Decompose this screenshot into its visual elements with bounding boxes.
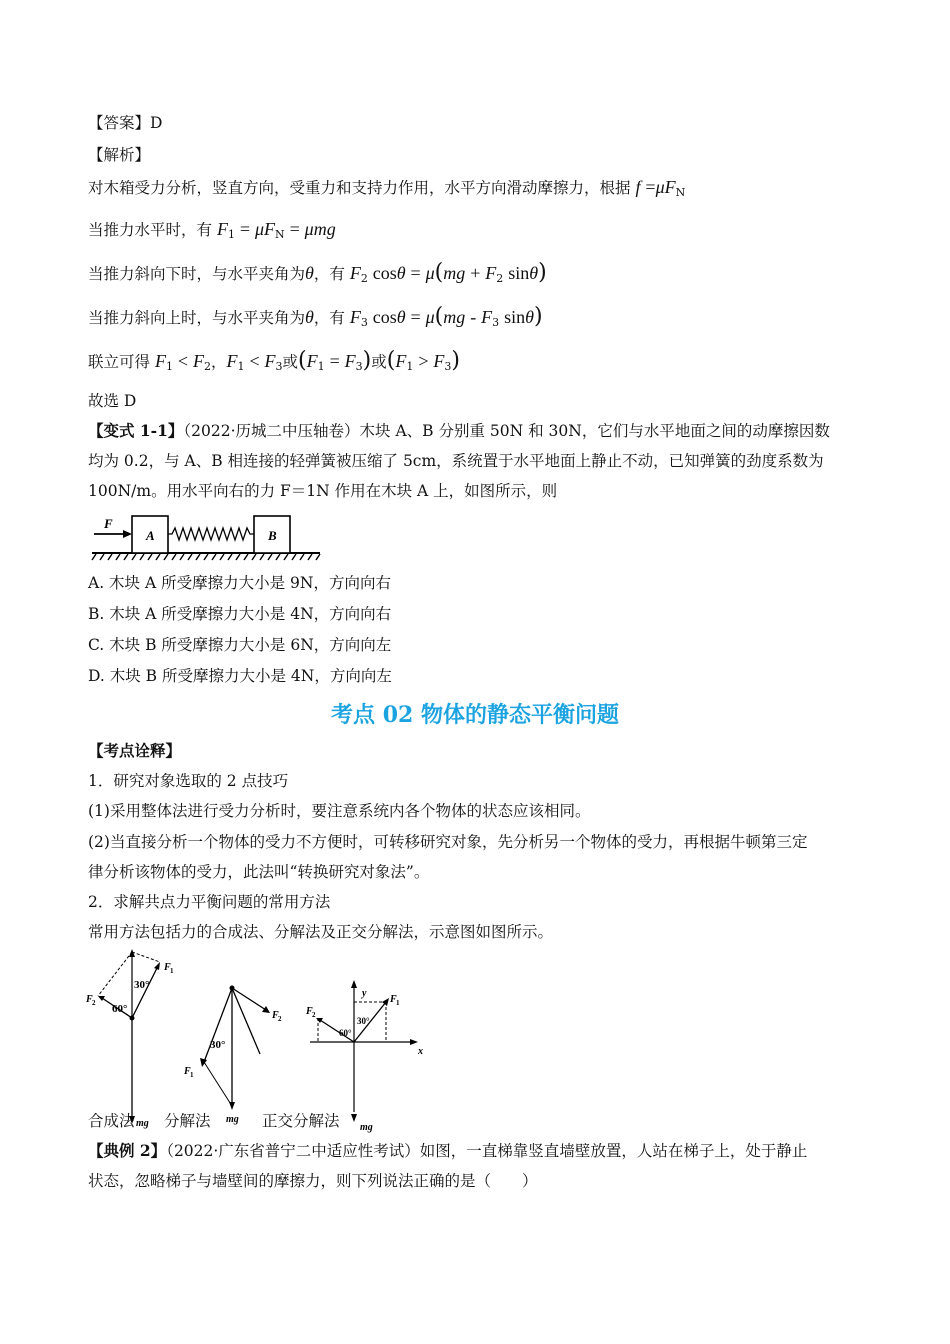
variant-line-2: 均为 0.2，与 A、B 相连接的轻弹簧被压缩了 5cm，系统置于水平地面上静止不动，已知弹簧的劲度系数为: [88, 452, 824, 470]
svg-text:mg: mg: [360, 1122, 373, 1133]
svg-text:mg: mg: [226, 1114, 239, 1125]
example-tag: 【典例 2】: [88, 1141, 167, 1160]
explain-p1: 1．研究对象选取的 2 点技巧: [88, 772, 289, 790]
explain-p2: (1)采用整体法进行受力分析时，要注意系统内各个物体的状态应该相同。: [88, 802, 591, 820]
svg-text:x: x: [418, 1046, 423, 1057]
option-a: A. 木块 A 所受摩擦力大小是 9N，方向向右: [88, 574, 391, 592]
answer-line: 【答案】D: [88, 114, 163, 132]
analysis-line-2: 当推力水平时，有 $F_1 = \mu F_N = \mu mg$: [88, 219, 336, 241]
conclusion-line: 故选 D: [88, 392, 137, 410]
block-b-label: B: [268, 528, 277, 543]
caption-decomposition: 分解法: [164, 1112, 211, 1130]
svg-text:2: 2: [278, 1015, 282, 1023]
example-line-1: 【典例 2】（2022·广东省普宁二中适应性考试）如图，一直梯靠竖直墙壁放置，人站在梯子上，处于静止: [88, 1141, 808, 1160]
svg-text:F: F: [272, 1010, 279, 1021]
svg-text:2: 2: [312, 1011, 316, 1019]
variant-tag: 【变式 1-1】: [88, 421, 184, 440]
analysis-line-5: 联立可得 $F_1 < F_2$，$F_1 < F_3$或$(F_1 = F_3)$或$(F_1 > F_3)$: [88, 348, 460, 373]
svg-text:y: y: [362, 988, 367, 999]
spring: [168, 528, 254, 540]
svg-text:mg: mg: [136, 1118, 149, 1129]
variant-line-1: 【变式 1-1】（2022·历城二中压轴卷）木块 A、B 分别重 50N 和 30N，它们与水平地面之间的动摩擦因数: [88, 421, 830, 440]
analysis-line-4: 当推力斜向上时，与水平夹角为θ，有 $F_3$ $\cos\theta = \mu(mg - F_3$ sinθ): [88, 304, 543, 329]
option-c: C. 木块 B 所受摩擦力大小是 6N，方向向左: [88, 636, 392, 654]
option-b: B. 木块 A 所受摩擦力大小是 4N，方向向右: [88, 605, 392, 623]
analysis-label: 【解析】: [88, 146, 151, 164]
svg-text:1: 1: [396, 999, 400, 1007]
explain-p3: (2)当直接分析一个物体的受力不方便时，可转移研究对象，先分析另一个物体的受力，再根据牛顿第三定: [88, 833, 808, 851]
decomposition-diagram: [180, 952, 300, 1132]
svg-text:2: 2: [92, 999, 96, 1007]
analysis-line-1: 对木箱受力分析，竖直方向，受重力和支持力作用，水平方向滑动摩擦力，根据 $f =\mu F_N$: [88, 177, 686, 199]
block-a-label: A: [146, 528, 155, 543]
svg-text:F: F: [306, 1006, 313, 1017]
svg-text:1: 1: [190, 1071, 194, 1079]
caption-orthogonal: 正交分解法: [262, 1112, 340, 1130]
svg-text:F: F: [164, 962, 171, 973]
section-title: 考点 02 物体的静态平衡问题: [331, 702, 619, 728]
variant-line-3: 100N/m。用水平向右的力 F＝1N 作用在木块 A 上，如图所示，则: [88, 482, 558, 500]
caption-composition: 合成法: [88, 1112, 135, 1130]
composition-diagram: [88, 952, 178, 1132]
spring-block-figure: [88, 508, 328, 566]
svg-text:60°: 60°: [339, 1028, 352, 1038]
svg-text:F: F: [86, 994, 93, 1005]
svg-text:30°: 30°: [134, 979, 150, 991]
explain-p6: 常用方法包括力的合成法、分解法及正交分解法，示意图如图所示。: [88, 923, 554, 941]
option-d: D. 木块 B 所受摩擦力大小是 4N，方向向左: [88, 667, 392, 685]
svg-text:1: 1: [170, 967, 174, 975]
svg-text:30°: 30°: [210, 1039, 226, 1051]
svg-text:30°: 30°: [357, 1016, 370, 1026]
svg-text:F: F: [390, 994, 397, 1005]
svg-text:60°: 60°: [112, 1003, 128, 1015]
explain-p4: 律分析该物体的受力，此法叫“转换研究对象法”。: [88, 863, 430, 881]
explain-p5: 2．求解共点力平衡问题的常用方法: [88, 893, 331, 911]
force-label: F: [104, 516, 113, 531]
analysis-line-3: 当推力斜向下时，与水平夹角为θ，有 $F_2$ $\cos\theta = \mu(mg + F_2$ sinθ): [88, 260, 547, 285]
example-line-2: 状态，忽略梯子与墙壁间的摩擦力，则下列说法正确的是（ ）: [88, 1172, 538, 1190]
explain-title: 【考点诠释】: [88, 741, 182, 760]
svg-text:F: F: [184, 1066, 191, 1077]
